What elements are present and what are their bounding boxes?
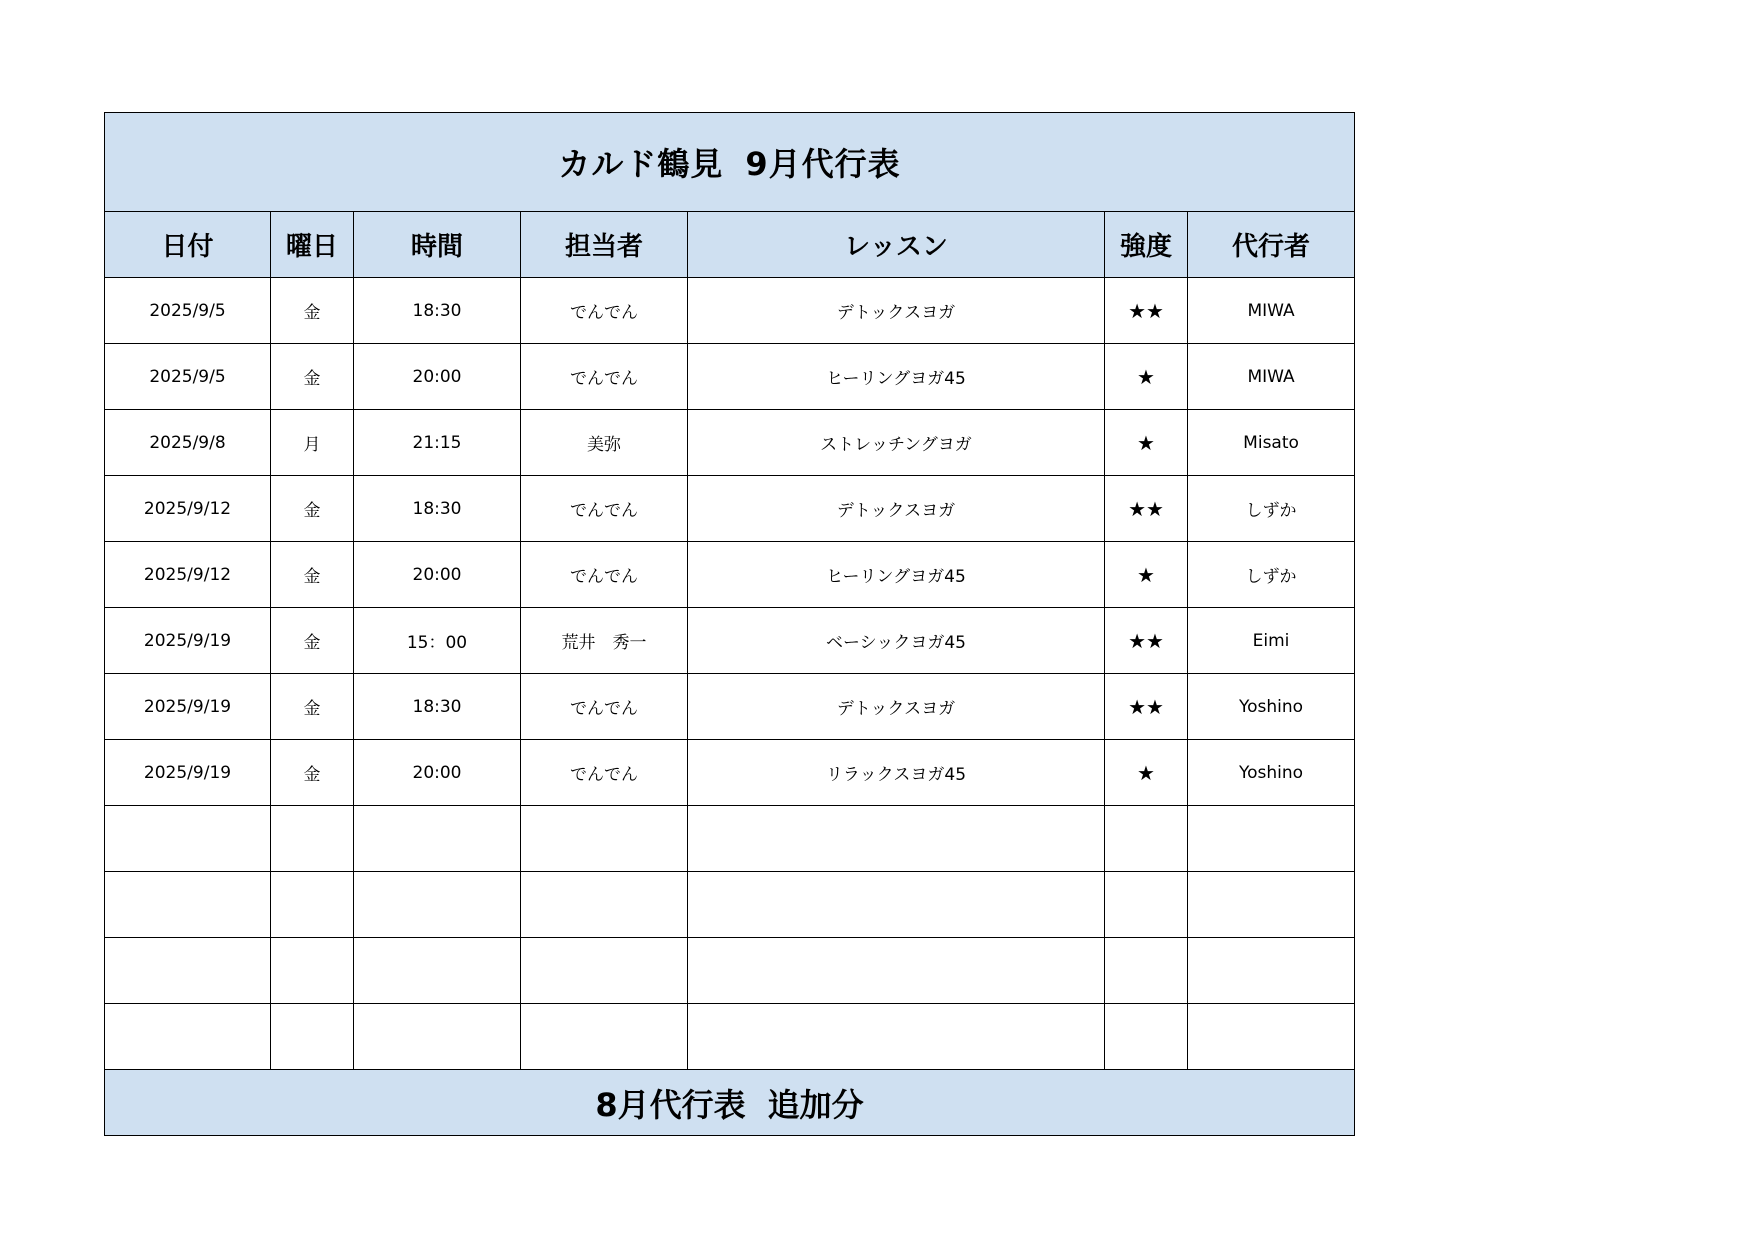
cell-instructor: でんでん <box>521 476 688 542</box>
cell-time: 18:30 <box>354 674 521 740</box>
footer-suffix: 追加分 <box>767 1085 864 1124</box>
cell-instructor: でんでん <box>521 344 688 410</box>
table-row <box>105 674 1355 740</box>
cell-substitute: Yoshino <box>1188 674 1355 740</box>
cell-lesson <box>688 872 1105 938</box>
column-header-lesson: レッスン <box>688 212 1105 278</box>
footer-title <box>105 1070 1355 1136</box>
cell-time: 18:30 <box>354 476 521 542</box>
cell-lesson <box>688 806 1105 872</box>
cell-lesson: リラックスヨガ45 <box>688 740 1105 806</box>
cell-date: 2025/9/12 <box>105 476 271 542</box>
cell-lesson: デトックスヨガ <box>688 476 1105 542</box>
column-header-weekday: 曜日 <box>271 212 354 278</box>
cell-substitute: Misato <box>1188 410 1355 476</box>
title-row <box>105 113 1355 212</box>
cell-instructor <box>521 938 688 1004</box>
cell-date: 2025/9/19 <box>105 740 271 806</box>
cell-weekday <box>271 938 354 1004</box>
table-row <box>105 278 1355 344</box>
cell-time <box>354 938 521 1004</box>
table-row <box>105 1004 1355 1070</box>
cell-weekday: 金 <box>271 476 354 542</box>
cell-intensity: ★ <box>1105 740 1188 806</box>
table-row <box>105 872 1355 938</box>
cell-weekday <box>271 1004 354 1070</box>
table-row <box>105 542 1355 608</box>
cell-date: 2025/9/19 <box>105 674 271 740</box>
cell-date <box>105 872 271 938</box>
cell-weekday: 金 <box>271 278 354 344</box>
table-row <box>105 476 1355 542</box>
table-row <box>105 608 1355 674</box>
column-header-intensity: 強度 <box>1105 212 1188 278</box>
column-header-time: 時間 <box>354 212 521 278</box>
cell-intensity: ★★ <box>1105 608 1188 674</box>
cell-time: 18:30 <box>354 278 521 344</box>
cell-weekday: 金 <box>271 608 354 674</box>
cell-date: 2025/9/5 <box>105 278 271 344</box>
cell-intensity: ★★ <box>1105 476 1188 542</box>
cell-instructor: 荒井 秀一 <box>521 608 688 674</box>
cell-intensity: ★★ <box>1105 278 1188 344</box>
title-store: カルド鶴見 <box>558 145 724 183</box>
cell-instructor: 美弥 <box>521 410 688 476</box>
cell-instructor <box>521 806 688 872</box>
page-title <box>105 113 1355 212</box>
cell-lesson: デトックスヨガ <box>688 278 1105 344</box>
cell-weekday: 金 <box>271 344 354 410</box>
cell-lesson: デトックスヨガ <box>688 674 1105 740</box>
cell-date <box>105 806 271 872</box>
cell-time: 20:00 <box>354 344 521 410</box>
cell-substitute: しずか <box>1188 476 1355 542</box>
cell-lesson <box>688 1004 1105 1070</box>
cell-instructor: でんでん <box>521 278 688 344</box>
footer-row <box>105 1070 1355 1136</box>
cell-intensity: ★ <box>1105 344 1188 410</box>
cell-time <box>354 806 521 872</box>
cell-intensity <box>1105 938 1188 1004</box>
cell-substitute: Yoshino <box>1188 740 1355 806</box>
cell-weekday: 金 <box>271 674 354 740</box>
table-row <box>105 740 1355 806</box>
cell-date <box>105 1004 271 1070</box>
cell-weekday: 月 <box>271 410 354 476</box>
footer-label: 8月代行表 <box>595 1085 746 1124</box>
cell-lesson <box>688 938 1105 1004</box>
cell-instructor: でんでん <box>521 740 688 806</box>
substitute-schedule-table <box>104 112 1355 1136</box>
cell-lesson: ヒーリングヨガ45 <box>688 542 1105 608</box>
cell-substitute: Eimi <box>1188 608 1355 674</box>
cell-intensity: ★★ <box>1105 674 1188 740</box>
column-header-date: 日付 <box>105 212 271 278</box>
cell-substitute <box>1188 1004 1355 1070</box>
cell-date: 2025/9/19 <box>105 608 271 674</box>
table-row <box>105 938 1355 1004</box>
cell-time: 15：00 <box>354 608 521 674</box>
column-header-instructor: 担当者 <box>521 212 688 278</box>
cell-date: 2025/9/5 <box>105 344 271 410</box>
cell-weekday: 金 <box>271 542 354 608</box>
cell-substitute: MIWA <box>1188 278 1355 344</box>
cell-time <box>354 872 521 938</box>
cell-date: 2025/9/8 <box>105 410 271 476</box>
cell-lesson: ヒーリングヨガ45 <box>688 344 1105 410</box>
cell-instructor <box>521 872 688 938</box>
cell-time: 20:00 <box>354 542 521 608</box>
cell-intensity <box>1105 1004 1188 1070</box>
cell-time <box>354 1004 521 1070</box>
title-label: 9月代行表 <box>745 145 901 183</box>
cell-substitute: MIWA <box>1188 344 1355 410</box>
cell-date: 2025/9/12 <box>105 542 271 608</box>
table-row <box>105 806 1355 872</box>
table-row <box>105 410 1355 476</box>
cell-substitute <box>1188 872 1355 938</box>
cell-time: 20:00 <box>354 740 521 806</box>
cell-intensity: ★ <box>1105 542 1188 608</box>
cell-instructor: でんでん <box>521 542 688 608</box>
cell-instructor: でんでん <box>521 674 688 740</box>
cell-weekday <box>271 806 354 872</box>
cell-lesson: ベーシックヨガ45 <box>688 608 1105 674</box>
cell-instructor <box>521 1004 688 1070</box>
column-header-substitute: 代行者 <box>1188 212 1355 278</box>
cell-time: 21:15 <box>354 410 521 476</box>
cell-intensity <box>1105 872 1188 938</box>
cell-date <box>105 938 271 1004</box>
column-header-row <box>105 212 1355 278</box>
cell-weekday: 金 <box>271 740 354 806</box>
cell-weekday <box>271 872 354 938</box>
cell-intensity: ★ <box>1105 410 1188 476</box>
cell-substitute <box>1188 806 1355 872</box>
cell-substitute <box>1188 938 1355 1004</box>
cell-lesson: ストレッチングヨガ <box>688 410 1105 476</box>
cell-substitute: しずか <box>1188 542 1355 608</box>
table-row <box>105 344 1355 410</box>
cell-intensity <box>1105 806 1188 872</box>
